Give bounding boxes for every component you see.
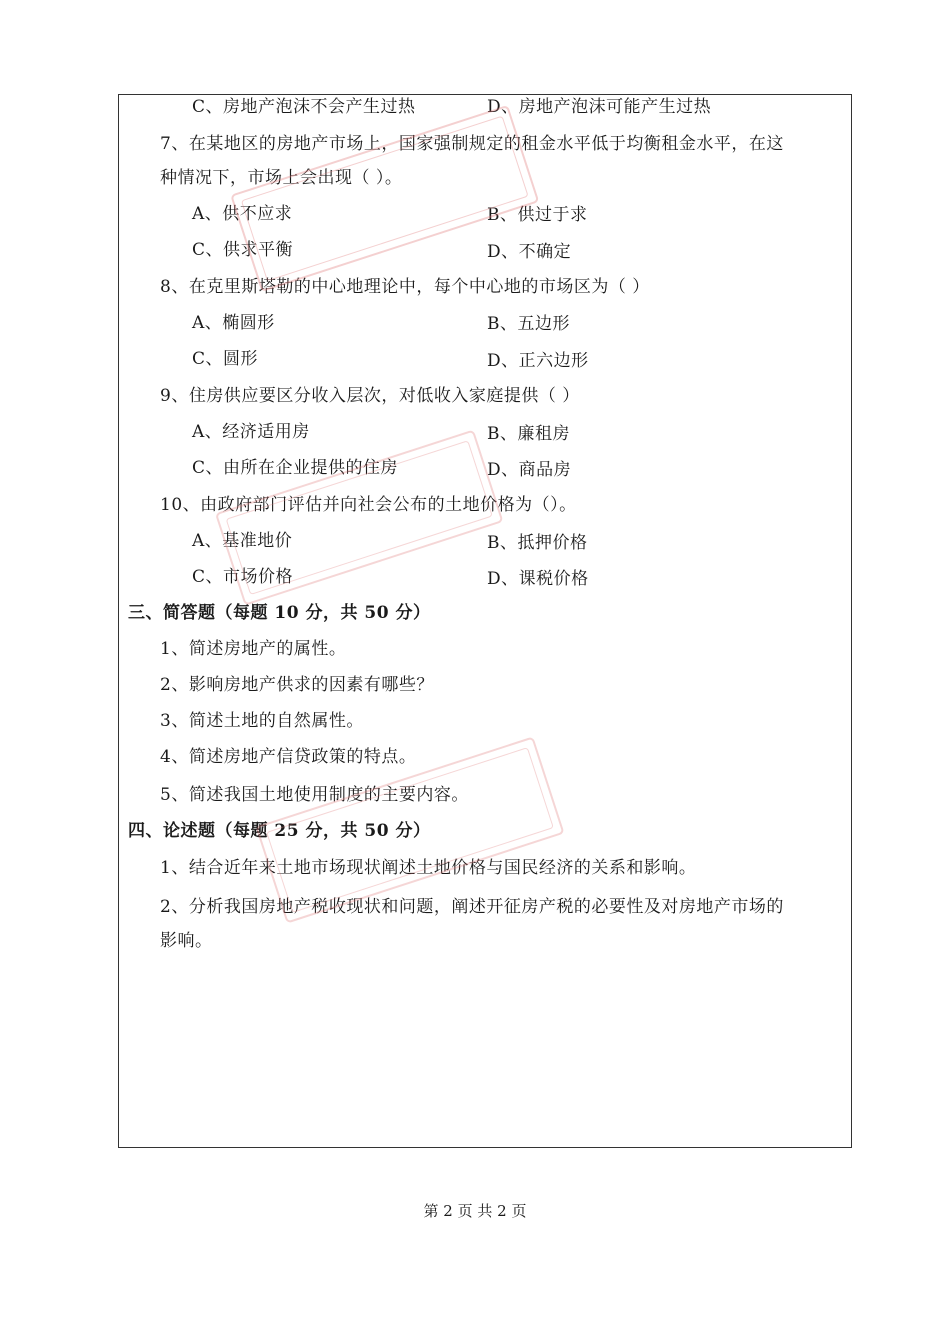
q10-stem: 10、由政府部门评估并向社会公布的土地价格为（）。 <box>160 495 577 515</box>
section3-item-4: 4、简述房地产信贷政策的特点。 <box>160 747 417 767</box>
section3-item-2: 2、影响房地产供求的因素有哪些？ <box>160 675 434 695</box>
q9-option-d: D、商品房 <box>487 460 572 480</box>
q8-option-c: C、圆形 <box>192 349 259 369</box>
q6-option-c: C、房地产泡沫不会产生过热 <box>192 97 416 117</box>
section3-item-5: 5、简述我国土地使用制度的主要内容。 <box>160 785 469 805</box>
section4-item-1: 1、结合近年来土地市场现状阐述土地价格与国民经济的关系和影响。 <box>160 858 697 878</box>
q8-option-b: B、五边形 <box>487 314 570 334</box>
q9-option-b: B、廉租房 <box>487 424 570 444</box>
q9-option-c: C、由所在企业提供的住房 <box>192 458 399 478</box>
q7-stem-line2: 种情况下，市场上会出现（ ）。 <box>160 168 403 188</box>
q8-option-d: D、正六边形 <box>487 351 589 371</box>
q10-option-a: A、基准地价 <box>192 531 293 551</box>
q8-option-a: A、椭圆形 <box>192 313 275 333</box>
q6-option-d: D、房地产泡沫可能产生过热 <box>487 97 712 117</box>
q9-option-a: A、经济适用房 <box>192 422 310 442</box>
q10-option-b: B、抵押价格 <box>487 533 588 553</box>
q7-option-c: C、供求平衡 <box>192 240 294 260</box>
section3-item-3: 3、简述土地的自然属性。 <box>160 711 364 731</box>
page-number-footer: 第 2 页 共 2 页 <box>423 1202 527 1220</box>
q7-option-a: A、供不应求 <box>192 204 293 224</box>
q9-stem: 9、住房供应要区分收入层次，对低收入家庭提供（ ） <box>160 386 580 406</box>
q7-stem-line1: 7、在某地区的房地产市场上，国家强制规定的租金水平低于均衡租金水平，在这 <box>160 134 784 154</box>
q10-option-c: C、市场价格 <box>192 567 294 587</box>
q7-option-b: B、供过于求 <box>487 205 588 225</box>
q10-option-d: D、课税价格 <box>487 569 589 589</box>
section4-heading: 四、论述题（每题 25 分，共 50 分） <box>128 821 431 841</box>
section3-heading: 三、简答题（每题 10 分，共 50 分） <box>128 603 431 623</box>
section4-item-2-line2: 影响。 <box>160 931 213 951</box>
section3-item-1: 1、简述房地产的属性。 <box>160 639 347 659</box>
q7-option-d: D、不确定 <box>487 242 572 262</box>
q8-stem: 8、在克里斯塔勒的中心地理论中，每个中心地的市场区为（ ） <box>160 277 650 297</box>
section4-item-2-line1: 2、分析我国房地产税收现状和问题，阐述开征房产税的必要性及对房地产市场的 <box>160 897 784 917</box>
